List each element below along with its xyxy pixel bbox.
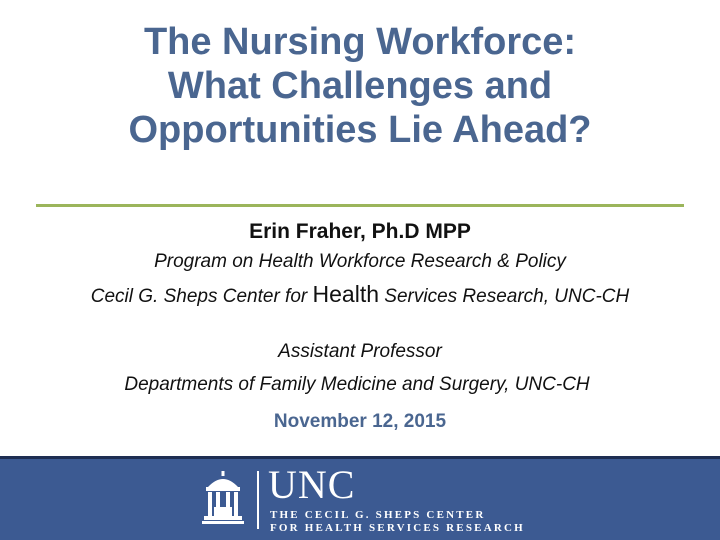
title-line-3: Opportunities Lie Ahead?	[128, 109, 592, 151]
title-line-2: What Challenges and	[167, 65, 553, 107]
slide-title	[0, 20, 720, 152]
program-name: Program on Health Workforce Research & Policy	[154, 251, 566, 272]
logo-divider	[257, 471, 259, 529]
center-name-pre: Cecil G. Sheps Center for	[90, 286, 313, 307]
center-name-post: Services Research, UNC-CH	[379, 286, 630, 307]
unc-logo-text: UNC	[268, 462, 356, 507]
divider-rule	[36, 204, 684, 207]
center-name-health: Health	[312, 281, 379, 307]
author-name: Erin Fraher, Ph.D MPP	[249, 220, 471, 243]
center-name	[0, 281, 720, 308]
old-well-icon	[200, 469, 246, 529]
presentation-date: November 12, 2015	[273, 411, 447, 432]
title-line-1: The Nursing Workforce:	[143, 21, 577, 63]
departments: Departments of Family Medicine and Surgery, UNC-CH	[124, 374, 590, 395]
center-logo-line-2: FOR HEALTH SERVICES RESEARCH	[270, 522, 525, 534]
center-logo-line-1: THE CECIL G. SHEPS CENTER	[270, 509, 486, 521]
footer-banner	[0, 456, 720, 540]
job-title: Assistant Professor	[278, 341, 442, 362]
